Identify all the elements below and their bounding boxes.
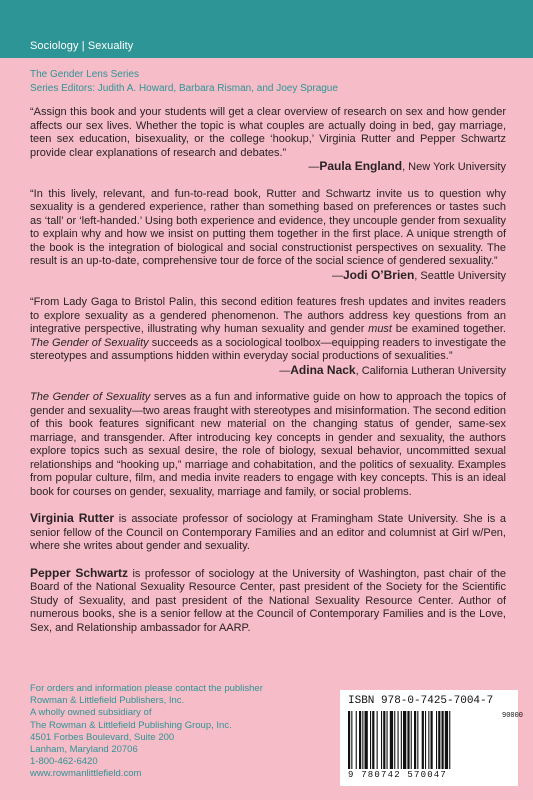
barcode-bar xyxy=(442,711,444,769)
publisher-website: www.rowmanlittlefield.com xyxy=(30,768,142,780)
barcode-bar xyxy=(403,711,406,769)
publisher-line: For orders and information please contact the publisher xyxy=(30,683,263,694)
barcode-bar xyxy=(398,711,399,769)
barcode-bar xyxy=(356,711,357,769)
barcode-bar xyxy=(359,711,361,769)
barcode-bar xyxy=(401,711,402,769)
series-name: The Gender Lens Series xyxy=(30,69,139,80)
price-code: 90000 xyxy=(502,712,524,720)
quote-affiliation: , California Lutheran University xyxy=(355,364,506,377)
barcode-bar xyxy=(436,711,437,769)
quote-attribution: —Jodi O’Brien, Seattle University xyxy=(331,267,506,282)
quote-author: Adina Nack xyxy=(290,362,356,377)
book-description: The Gender of Sexuality serves as a fun and informative guide on how to approach the topics of gender and sexuality—two areas fraught with stereotypes and misinformation. The second edition of this book features significant new material on the changing status of gender, same-sex marriage, and transgender. After introducing key concepts in gender and sexuality, the authors explore topics such as sexual desire, the role of biology, sexual behavior, uncommitted sexual relationships and “hooking up,” marriage and cohabitation, and the politics of sexuality. Examples from popular culture, film, and media invite readers to engage with key concepts. This is an ideal book for courses on gender, sexuality, marriage and family, or social problems. xyxy=(30,391,507,498)
publisher-line: The Rowman & Littlefield Publishing Group, Inc. xyxy=(30,719,232,731)
barcode-bar xyxy=(383,711,385,769)
publisher-line: 4501 Forbes Boulevard, Suite 200 xyxy=(30,731,175,743)
emphasis: must xyxy=(368,323,392,335)
series-info xyxy=(30,68,510,96)
quote-affiliation: , New York University xyxy=(402,161,506,173)
author-name: Pepper Schwartz xyxy=(30,565,129,580)
publisher-line: Lanham, Maryland 20706 xyxy=(30,744,138,756)
barcode-bar xyxy=(422,711,424,769)
barcode-bar xyxy=(425,711,426,769)
publisher-info xyxy=(30,683,330,781)
author-bio: Pepper Schwartz is professor of sociology at the University of Washington, past chair of the Board of the National Sexuality Resource Center, past president of the Society for the Scientific Study of Sexuality, and past president of the National Sexuality Resource Center. Author of numerous books, she is a senior fellow at the Council of Contemporary Families and is the Love, Sex, and Relationship ambassador for AARP. xyxy=(30,565,506,634)
barcode-bar xyxy=(411,711,412,769)
barcode-bar xyxy=(370,711,371,769)
quote-attribution: —Adina Nack, California Lutheran University xyxy=(279,362,506,377)
author-name: Virginia Rutter xyxy=(30,511,115,525)
isbn-text: ISBN 978-0-7425-7004-7 xyxy=(348,695,494,707)
endorsement-quote xyxy=(30,188,506,284)
top-banner xyxy=(0,0,533,58)
barcode-bar xyxy=(431,711,433,769)
barcode-bar xyxy=(348,711,350,769)
barcode-bar xyxy=(362,711,363,769)
quote-attribution: —Paula England, New York University xyxy=(308,159,506,173)
quote-author: Jodi O’Brien xyxy=(342,267,415,282)
barcode-bar xyxy=(372,711,374,769)
barcode-bar xyxy=(438,711,440,769)
publisher-line: Rowman & Littlefield Publishers, Inc. xyxy=(30,695,185,707)
quote-text: “Assign this book and your students will get a clear overview of research on sex and how gender affects our sex lives. Whether the topic is what couples are actually doing in bed, gay marriage, teen sex education, bisexuality, or the college ‘hookup,’ Virginia Rutter and Pepper Schwartz provide clear explanations of research and debates.” xyxy=(30,106,506,159)
quote-text: “In this lively, relevant, and fun-to-read book, Rutter and Schwartz invite us to question why sexuality is a gendered experience, rather than something based on preferences or tastes such as ‘tall’ or ‘left-handed.’ Using both experience and evidence, they uncouple gender from sexuality to explain why and how we insist on putting them together in the first place. A unique strength of the book is the integration of biological and social constructionist perspectives on sexuality. The result is an up-to-date, comprehensive tour de force of the social science of gendered sexuality.” xyxy=(30,187,506,267)
barcode-bar xyxy=(365,711,368,769)
barcode-bar xyxy=(381,711,382,769)
barcode-bar xyxy=(428,711,429,769)
barcode-bar xyxy=(394,711,395,769)
barcode-bar xyxy=(390,711,393,769)
barcode-bar xyxy=(351,711,352,769)
barcode-bar xyxy=(417,711,418,769)
isbn-barcode xyxy=(340,690,524,786)
back-cover-text xyxy=(30,106,506,648)
barcode-bar xyxy=(445,711,448,769)
publisher-line: A wholly owned subsidiary of xyxy=(30,707,152,719)
book-title: The Gender of Sexuality xyxy=(30,336,149,349)
author-bio: Virginia Rutter is associate professor of sociology at Framingham State University. She is a senior fellow of the Council on Contemporary Families and an editor and columnist at Girl w/Pen, where she writes about gender and sexuality. xyxy=(30,511,506,552)
quote-author: Paula England xyxy=(319,159,403,173)
quote-affiliation: , Seattle University xyxy=(414,269,506,282)
publisher-line: 1-800-462-6420 xyxy=(30,756,98,768)
barcode-bars xyxy=(348,711,498,769)
barcode-bar xyxy=(414,711,416,769)
quote-text: “From Lady Gaga to Bristol Palin, this second edition features fresh updates and invites readers to explore sexuality as a gendered phenomenon. The authors address key questions from an integrative perspective, illustrating why human sexuality and gender must be examined together. The Gender of Sexuality succeeds as a sociological toolbox—equipping readers to investigate the stereotypes and assumptions hidden within everyday social productions of sexualities.” xyxy=(30,296,506,362)
barcode-bar xyxy=(387,711,388,769)
endorsement-quote xyxy=(30,106,506,175)
book-title: The Gender of Sexuality xyxy=(30,391,151,403)
barcode-bar xyxy=(407,711,409,769)
barcode-bar xyxy=(449,711,450,769)
ean-digits: 9 780742 570047 xyxy=(348,770,448,780)
endorsement-quote xyxy=(30,296,506,378)
category-label: Sociology | Sexuality xyxy=(30,40,134,52)
barcode-bar xyxy=(377,711,378,769)
series-editors: Series Editors: Judith A. Howard, Barbara Risman, and Joey Sprague xyxy=(30,83,338,94)
